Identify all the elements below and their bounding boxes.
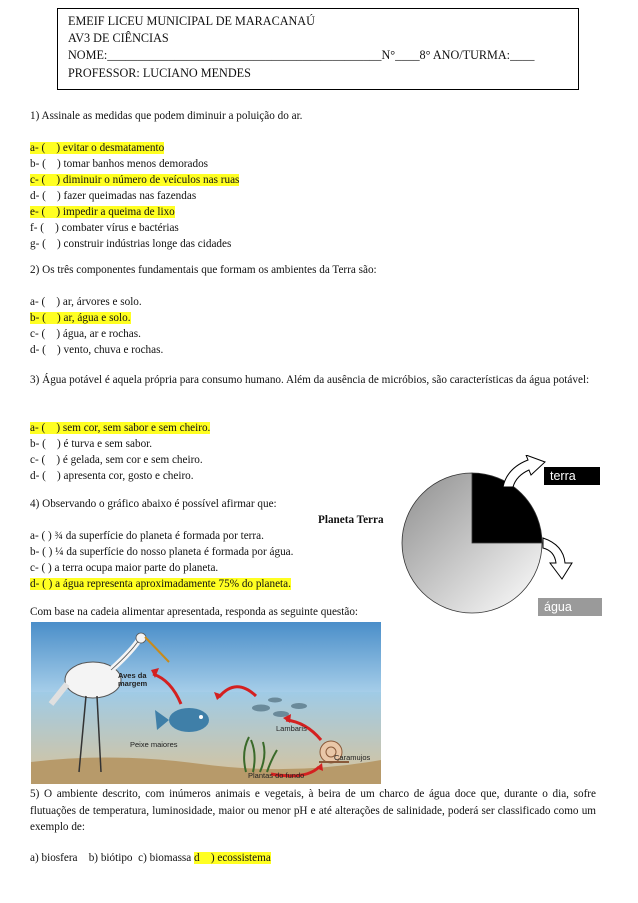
q4-option-text: d- ( ) a água representa aproximadamente 75% do planeta. <box>30 578 291 590</box>
q4-option-a[interactable] <box>30 529 264 543</box>
q5-question: 5) O ambiente descrito, com inúmeros animais e vegetais, à beira de um charco de água doce que, durante o dia, sofre flutuações de temperatura, luminosidade, maior ou menor pH e até alterações de salinidade, poderá ser classificado como um exemplo de: <box>30 788 596 833</box>
label-lambaris: Lambaris <box>276 724 307 733</box>
q1-option-text: e- ( ) impedir a queima de lixo <box>30 206 175 218</box>
label-peixes: Peixe maiores <box>130 740 178 749</box>
q4-option-text: a- ( ) ¾ da superfície do planeta é formada por terra. <box>30 530 264 542</box>
q1-option-a[interactable] <box>30 141 164 155</box>
q2-option-text: c- ( ) água, ar e rochas. <box>30 328 141 340</box>
q2-option-text: d- ( ) vento, chuva e rochas. <box>30 344 164 356</box>
q5-answers <box>30 851 271 865</box>
q2-option-b[interactable] <box>30 311 131 325</box>
label-caramujos: Caramujos <box>334 753 371 762</box>
chart-title: Planeta Terra <box>318 514 384 526</box>
q4-option-text: b- ( ) ¼ da superfície do nosso planeta é formada por água. <box>30 546 294 558</box>
q2-question: 2) Os três componentes fundamentais que formam os ambientes da Terra são: <box>30 264 377 276</box>
q1-option-text: c- ( ) diminuir o número de veículos nas ruas <box>30 174 240 186</box>
q1-option-b[interactable] <box>30 157 208 171</box>
terra-arrow <box>503 455 545 487</box>
agua-arrow <box>543 538 572 579</box>
q1-option-f[interactable] <box>30 221 179 235</box>
q3-option-text: d- ( ) apresenta cor, gosto e cheiro. <box>30 470 194 482</box>
q2-option-text: b- ( ) ar, água e solo. <box>30 312 131 324</box>
q1-question: 1) Assinale as medidas que podem diminuir a poluição do ar. <box>30 110 303 122</box>
q3-option-c[interactable] <box>30 453 203 467</box>
q1-option-text: b- ( ) tomar banhos menos demorados <box>30 158 209 170</box>
q4-question: 4) Observando o gráfico abaixo é possível afirmar que: <box>30 498 277 510</box>
q1-option-text: a- ( ) evitar o desmatamento <box>30 142 165 154</box>
q1-option-c[interactable] <box>30 173 239 187</box>
q3-question: 3) Água potável é aquela própria para consumo humano. Além da ausência de micróbios, são características da água potável: <box>30 374 590 386</box>
q3-option-b[interactable] <box>30 437 152 451</box>
q2-option-text: a- ( ) ar, árvores e solo. <box>30 296 142 308</box>
q2-option-d[interactable] <box>30 343 163 357</box>
q2-option-c[interactable] <box>30 327 141 341</box>
terra-legend: terra <box>544 467 600 485</box>
q3-option-text: a- ( ) sem cor, sem sabor e sem cheiro. <box>30 422 211 434</box>
q3-option-d[interactable] <box>30 469 194 483</box>
header-box <box>57 8 579 90</box>
q1-option-text: g- ( ) construir indústrias longe das cidades <box>30 238 232 250</box>
q1-option-d[interactable] <box>30 189 196 203</box>
q1-option-text: d- ( ) fazer queimadas nas fazendas <box>30 190 197 202</box>
q2-option-a[interactable] <box>30 295 142 309</box>
q3-option-text: b- ( ) é turva e sem sabor. <box>30 438 153 450</box>
q3-option-text: c- ( ) é gelada, sem cor e sem cheiro. <box>30 454 203 466</box>
label-plantas: Plantas do fundo <box>248 771 305 780</box>
food-chain-intro: Com base na cadeia alimentar apresentada, responda as seguinte questão: <box>30 606 359 618</box>
q5-answers-plain: a) biosfera b) biótipo c) biomassa <box>30 852 195 864</box>
q1-option-text: f- ( ) combater vírus e bactérias <box>30 222 179 234</box>
q3-option-a[interactable] <box>30 421 210 435</box>
agua-legend: água <box>538 598 602 616</box>
student-name-line[interactable]: NOME:_____________________________________________N°____8° ANO/TURMA:____ <box>68 48 535 62</box>
q1-option-e[interactable] <box>30 205 175 219</box>
food-chain-illustration <box>31 622 381 784</box>
q4-option-c[interactable] <box>30 561 218 575</box>
label-aves: Aves da margem <box>118 671 148 688</box>
professor-name: PROFESSOR: LUCIANO MENDES <box>68 66 251 80</box>
q4-option-b[interactable] <box>30 545 293 559</box>
q1-option-g[interactable] <box>30 237 231 251</box>
q4-option-d[interactable] <box>30 577 291 591</box>
school-name: EMEIF LICEU MUNICIPAL DE MARACANAÚ <box>68 14 315 28</box>
q5-answer-d: d ) ecossistema <box>194 852 271 864</box>
exam-title: AV3 DE CIÊNCIAS <box>68 31 169 45</box>
q4-option-text: c- ( ) a terra ocupa maior parte do planeta. <box>30 562 219 574</box>
